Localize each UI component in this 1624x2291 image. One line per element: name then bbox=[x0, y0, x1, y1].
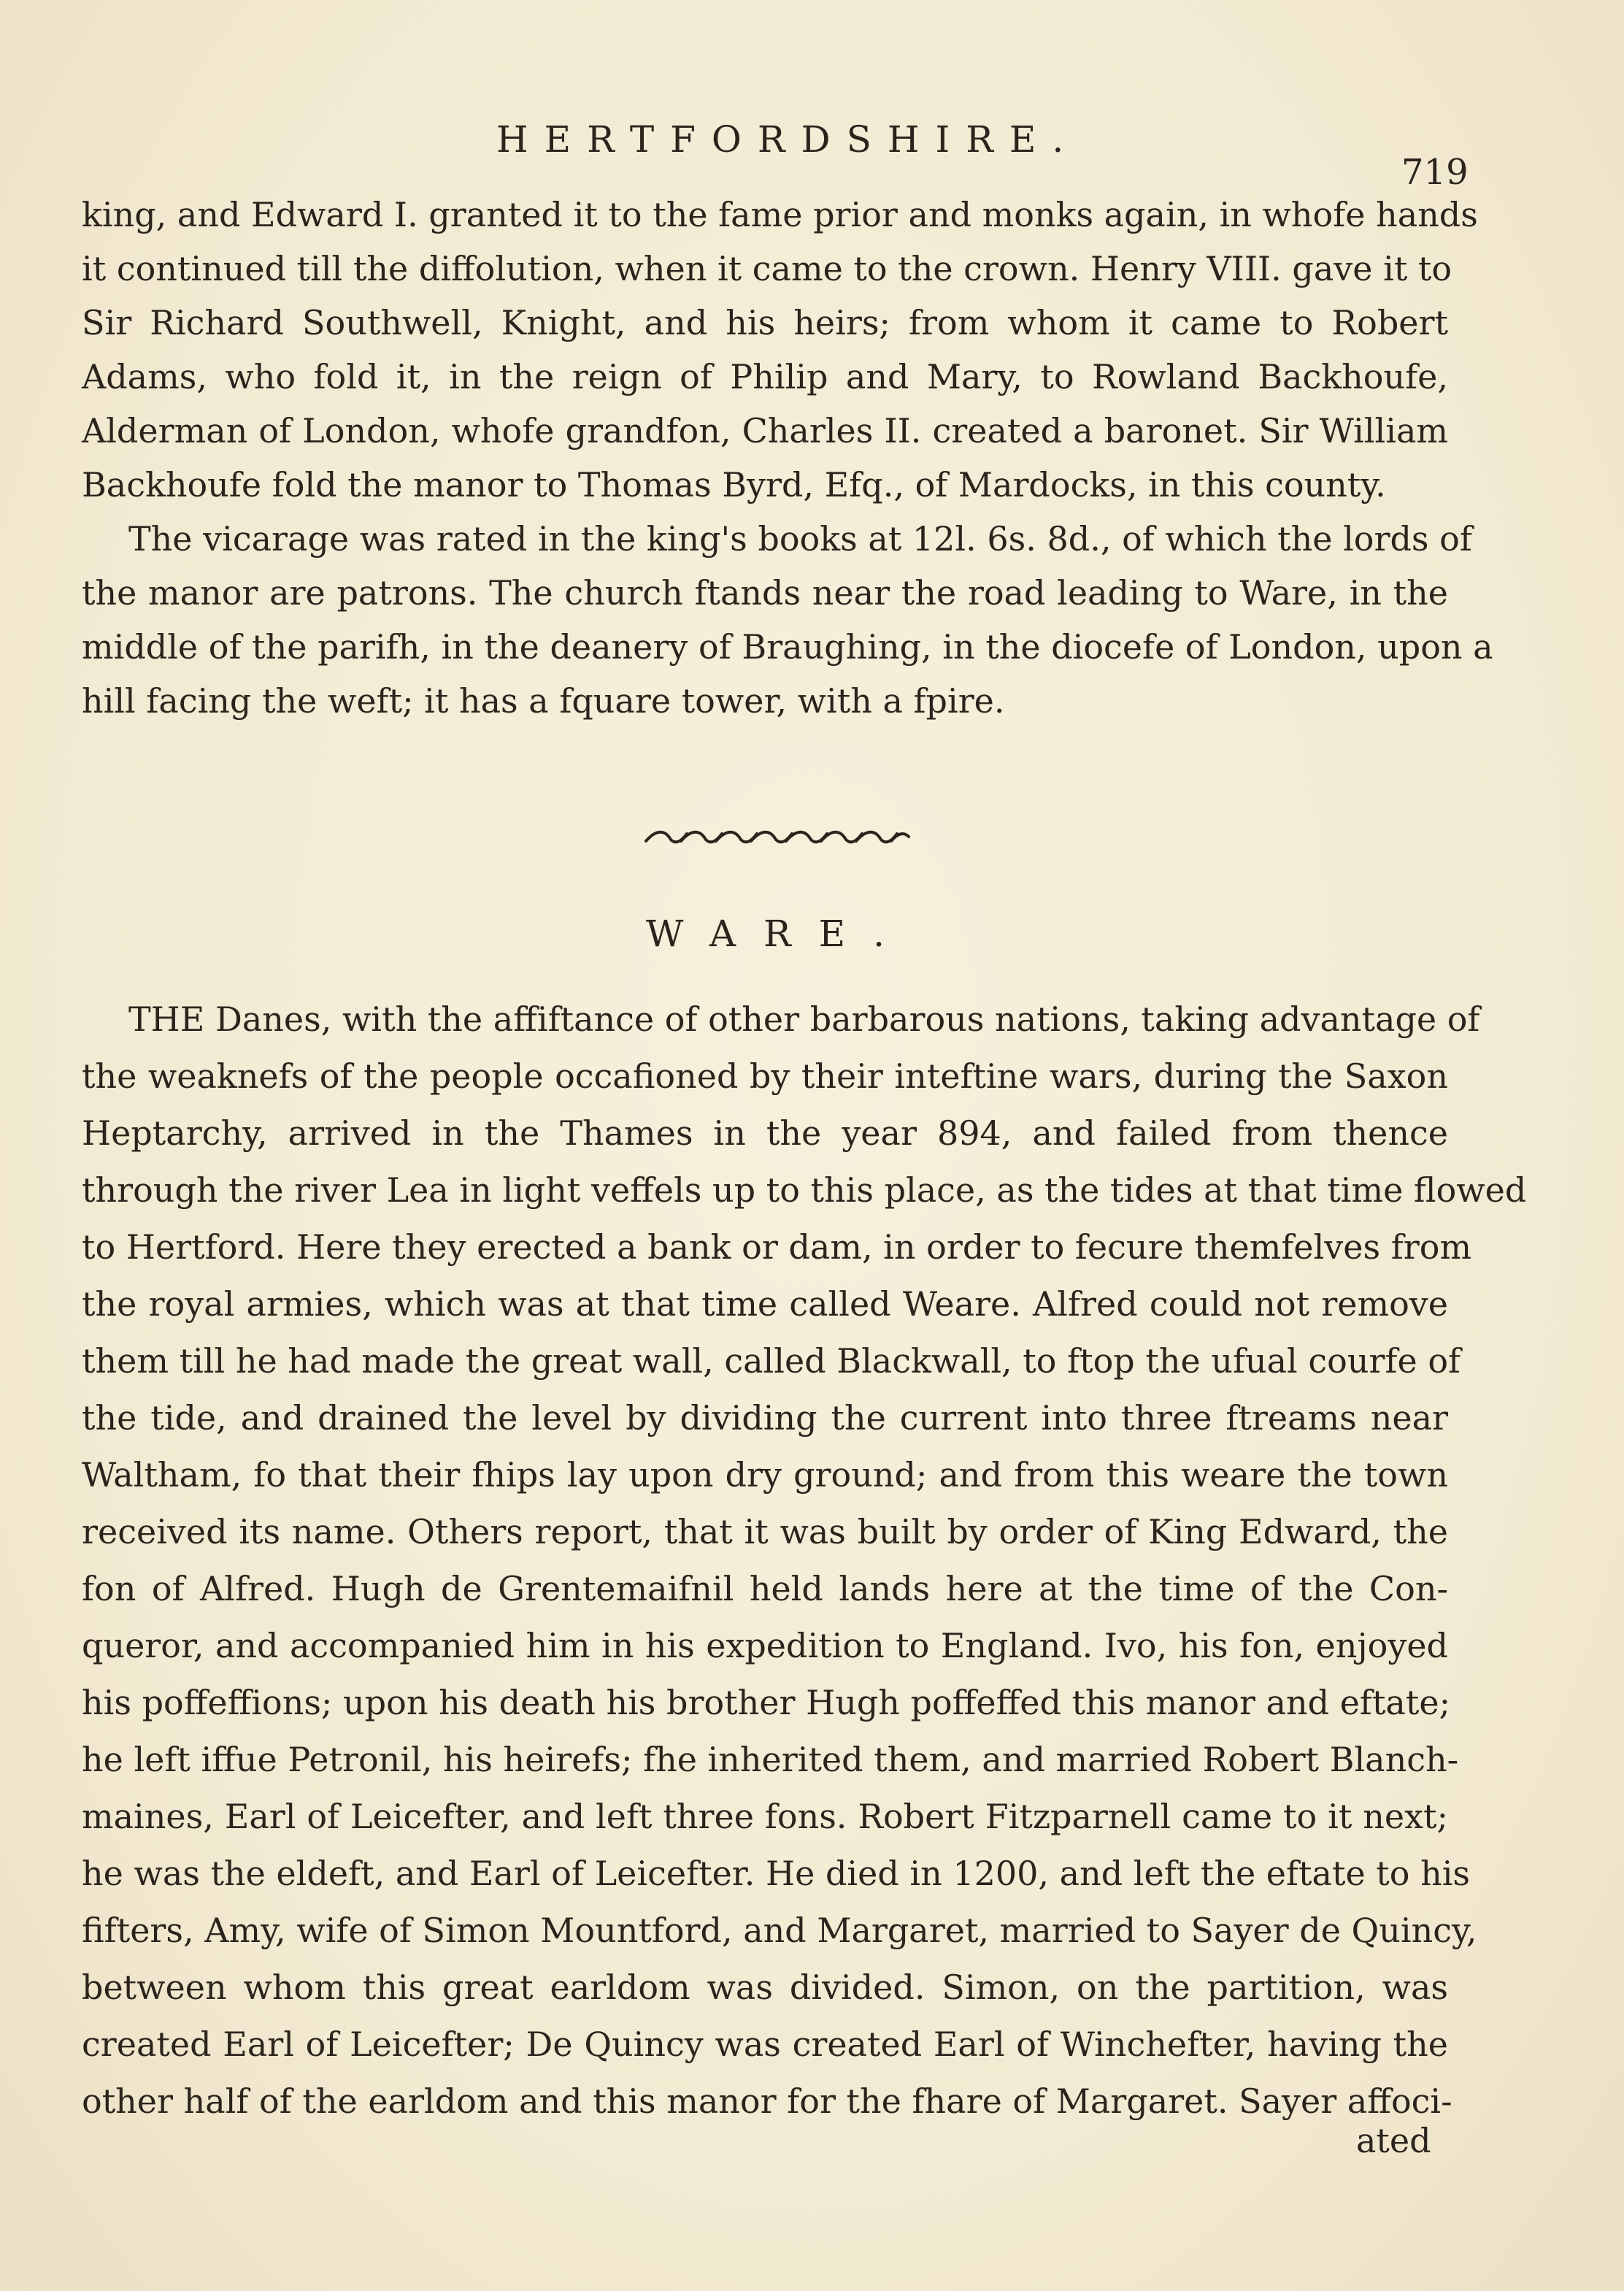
text-line: received its name. Others report, that it was built by order of King Edward, the bbox=[82, 1512, 1448, 1551]
text-line: created Earl of Leicefter; De Quincy was created Earl of Winchefter, having the bbox=[82, 2025, 1448, 2064]
text-line: the tide, and drained the level by dividing the current into three ftreams near bbox=[82, 1398, 1448, 1438]
running-head: HERTFORDSHIRE. bbox=[496, 118, 1080, 161]
text-line: The vicarage was rated in the king's books at 12l. 6s. 8d., of which the lords of bbox=[128, 519, 1472, 559]
text-line: other half of the earldom and this manor for the fhare of Margaret. Sayer affoci- bbox=[82, 2081, 1452, 2121]
catchword: ated bbox=[1356, 2121, 1431, 2160]
text-line: fifters, Amy, wife of Simon Mountford, and Margaret, married to Sayer de Quincy, bbox=[82, 1911, 1477, 1950]
page-number: 719 bbox=[1401, 152, 1469, 193]
text-line: Adams, who fold it, in the reign of Philip and Mary, to Rowland Backhoufe, bbox=[82, 357, 1448, 396]
text-line: he left iffue Petronil, his heirefs; fhe inherited them, and married Robert Blanch- bbox=[82, 1740, 1459, 1779]
text-line: THE Danes, with the affiftance of other barbarous nations, taking advantage of bbox=[128, 999, 1480, 1039]
text-line: middle of the parifh, in the deanery of Braughing, in the diocefe of London, upon a bbox=[82, 627, 1493, 667]
text-line: the manor are patrons. The church ftands near the road leading to Ware, in the bbox=[82, 573, 1448, 613]
text-line: Alderman of London, whofe grandfon, Charles II. created a baronet. Sir William bbox=[82, 411, 1448, 450]
text-line: them till he had made the great wall, called Blackwall, to ftop the ufual courfe of bbox=[82, 1341, 1461, 1381]
text-line: it continued till the diffolution, when it came to the crown. Henry VIII. gave it to bbox=[82, 249, 1452, 288]
text-line: Heptarchy, arrived in the Thames in the year 894, and failed from thence bbox=[82, 1113, 1448, 1153]
text-line: Backhoufe fold the manor to Thomas Byrd, Efq., of Mardocks, in this county. bbox=[82, 465, 1386, 504]
text-line: Waltham, fo that their fhips lay upon dry ground; and from this weare the town bbox=[82, 1455, 1448, 1494]
text-line: his poffeffions; upon his death his brother Hugh poffeffed this manor and eftate; bbox=[82, 1683, 1451, 1722]
text-line: Sir Richard Southwell, Knight, and his heirs; from whom it came to Robert bbox=[82, 303, 1448, 342]
text-line: the weaknefs of the people occafioned by their inteftine wars, during the Saxon bbox=[82, 1056, 1448, 1096]
section-heading-ware: WARE. bbox=[646, 913, 913, 955]
text-line: the royal armies, which was at that time called Weare. Alfred could not remove bbox=[82, 1284, 1448, 1324]
text-line: he was the eldeft, and Earl of Leicefter. He died in 1200, and left the eftate to his bbox=[82, 1854, 1471, 1893]
text-line: fon of Alfred. Hugh de Grentemaifnil held lands here at the time of the Con- bbox=[82, 1569, 1448, 1608]
text-line: maines, Earl of Leicefter, and left three fons. Robert Fitzparnell came to it next; bbox=[82, 1797, 1448, 1836]
text-line: to Hertford. Here they erected a bank or dam, in order to fecure themfelves from bbox=[82, 1227, 1472, 1267]
text-line: queror, and accompanied him in his expedition to England. Ivo, his fon, enjoyed bbox=[82, 1626, 1448, 1665]
text-line: king, and Edward I. granted it to the fame prior and monks again, in whofe hands bbox=[82, 195, 1478, 234]
text-line: between whom this great earldom was divided. Simon, on the partition, was bbox=[82, 1968, 1448, 2007]
text-line: through the river Lea in light veffels up to this place, as the tides at that time flowed bbox=[82, 1170, 1527, 1210]
text-line: hill facing the weft; it has a fquare tower, with a fpire. bbox=[82, 681, 1005, 721]
